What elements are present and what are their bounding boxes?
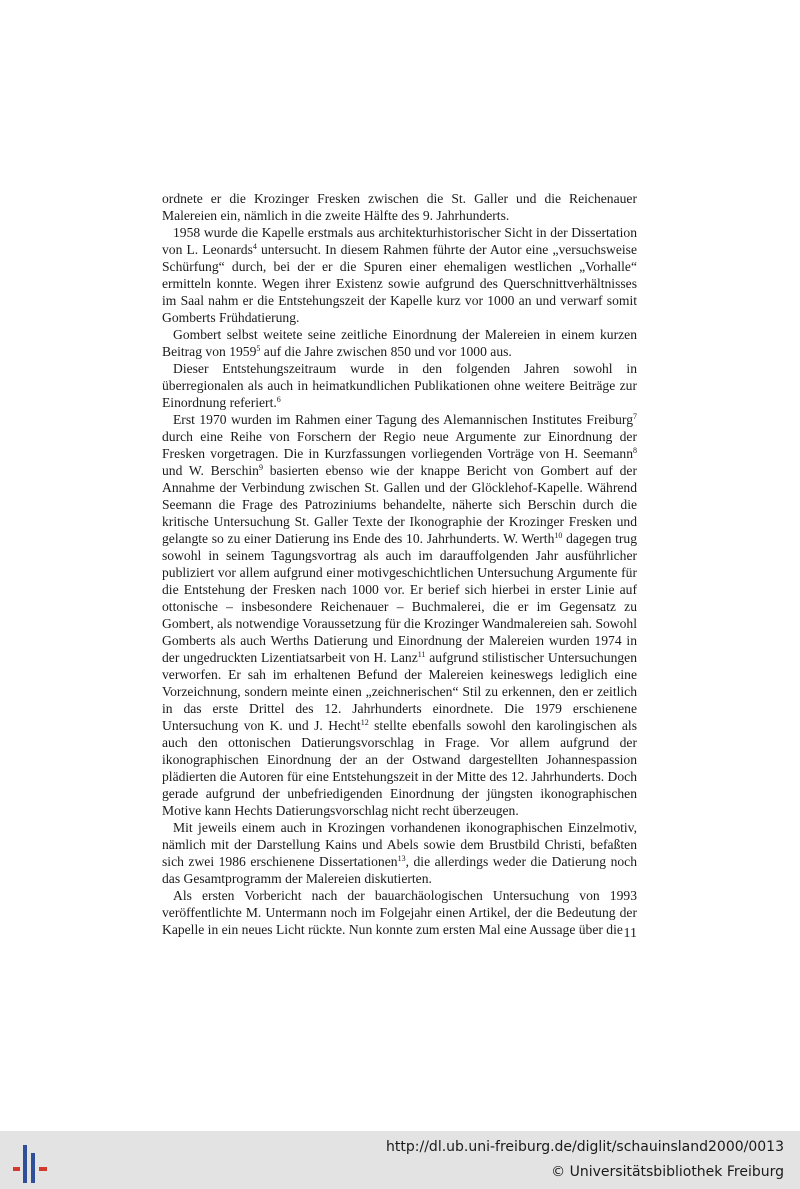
paragraph [162, 887, 637, 938]
paragraph [162, 326, 637, 360]
text-run: Dieser Entstehungszeitraum wurde in den folgenden Jahren sowohl in überregionalen als auch in heimatkundlichen Publikationen ohne weitere Beiträge zur Einordnung referiert. [162, 361, 637, 410]
text-run: untersucht. In diesem Rahmen führte der Autor eine „versuchsweise Schürfung“ durch, bei der er die Spuren einer ehemaligen westlichen „Vorhalle“ ermitteln konnte. Wegen ihrer Existenz sowie aufgrund des Querschnittverhältnisses im Saal nahm er die Entstehungszeit der Kapelle kurz vor 1000 an und verwarf somit Gomberts Frühdatierung. [162, 242, 637, 325]
text-run: stellte ebenfalls sowohl den karolingischen als auch den ottonischen Datierungsvorschlag in Frage. Vor allem aufgrund der ikonographischen Einordnung der an der Ostwand dargestellten Johannespassion plädierten die Autoren für eine Entstehungszeit in der Mitte des 12. Jahrhunderts. Doch gerade aufgrund der unbefriedigenden Einordnung der jüngsten ikonographischen Motive kann Hechts Datierungsvorschlag nicht recht überzeugen. [162, 718, 637, 818]
footnote-ref: 5 [256, 344, 261, 353]
text-run: Als ersten Vorbericht nach der bauarchäologischen Untersuchung von 1993 veröffentlichte M. Untermann noch im Folgejahr einen Artikel, der die Bedeutung der Kapelle in ein neues Licht rückte. Nun konnte zum ersten Mal eine Aussage über die [162, 888, 637, 937]
footnote-ref: 6 [276, 395, 281, 404]
text-run: , die allerdings weder die Datierung noch das Gesamtprogramm der Malereien diskutierten. [162, 854, 637, 886]
paragraph [162, 411, 637, 819]
text-run: auf die Jahre zwischen 850 und vor 1000 aus. [260, 344, 512, 359]
body-text [162, 190, 637, 938]
footnote-ref: 8 [633, 446, 637, 455]
text-run: und W. Berschin [162, 463, 259, 478]
permalink-url[interactable]: http://dl.ub.uni-freiburg.de/diglit/schauinsland2000/0013 [386, 1139, 784, 1155]
text-run: basierten ebenso wie der knappe Bericht von Gombert auf der Annahme der Verbindung zwischen St. Gallen und der Glöcklehof-Kapelle. Während Seemann die Frage des Patroziniums behandelte, näherte sich Berschin durch die kritische Untersuchung St. Galler Texte der Ikonographie der Krozinger Fresken und gelangte so zu einer Datierung ins Ende des 10. Jahrhunderts. W. Werth [162, 463, 637, 546]
ub-freiburg-logo-icon[interactable] [10, 1143, 50, 1183]
text-run: Mit jeweils einem auch in Krozingen vorhandenen ikonographischen Einzelmotiv, nämlich mit der Darstellung Kains und Abels sowie dem Brustbild Christi, befaßten sich zwei 1986 erschienene Dissertationen [162, 820, 637, 869]
text-run: ordnete er die Krozinger Fresken zwischen die St. Galler und die Reichenauer Malereien ein, nämlich in die zweite Hälfte des 9. Jahrhunderts. [162, 191, 637, 223]
paragraph [162, 224, 637, 326]
text-run: Gombert selbst weitete seine zeitliche Einordnung der Malereien in einem kurzen Beitrag von 1959 [162, 327, 637, 359]
footnote-ref: 11 [417, 650, 426, 659]
text-run: dagegen trug sowohl in seinem Tagungsvortrag als auch im darauffolgenden Jahr ausführlicher publiziert vor allem aufgrund einer motivgeschichtlichen Untersuchung Argumente für die Entstehung der Fresken nach 1000 vor. Er berief sich hierbei in erster Linie auf ottonische – insbesondere Reichenauer – Buchmalerei, die er im Gegensatz zu Gombert, als notwendige Voraussetzung für die Krozinger Wandmalereien sah. Sowohl Gomberts als auch Werths Datierung und Einordnung der Malereien wurden 1974 in der ungedruckten Lizentiatsarbeit von H. Lanz [162, 531, 637, 665]
text-run: durch eine Reihe von Forschern der Regio neue Argumente zur Einordnung der Fresken vorgetragen. Die in Kurzfassungen vorliegenden Vorträge von H. Seemann [162, 429, 637, 461]
text-run: Erst 1970 wurden im Rahmen einer Tagung des Alemannischen Institutes Freiburg [173, 412, 633, 427]
paragraph [162, 819, 637, 887]
text-run: aufgrund stilistischer Untersuchungen verworfen. Er sah im erhaltenen Befund der Malereien keineswegs lediglich eine Vorzeichnung, sondern meinte einen „zeichnerischen“ Stil zu erkennen, den er zeitlich in das erste Drittel des 12. Jahrhunderts einordnete. Die 1979 erschienene Untersuchung von K. und J. Hecht [162, 650, 637, 733]
paragraph [162, 360, 637, 411]
footer-bar [0, 1131, 800, 1189]
footnote-ref: 4 [252, 242, 257, 251]
text-run: 1958 wurde die Kapelle erstmals aus architekturhistorischer Sicht in der Dissertation von L. Leonards [162, 225, 637, 257]
footnote-ref: 13 [397, 854, 406, 863]
paragraph [162, 190, 637, 224]
footnote-ref: 10 [554, 531, 563, 540]
footnote-ref: 12 [360, 718, 369, 727]
copyright-notice: © Universitätsbibliothek Freiburg [551, 1164, 784, 1180]
footnote-ref: 7 [633, 412, 637, 421]
page-number: 11 [623, 926, 637, 941]
footnote-ref: 9 [258, 463, 263, 472]
